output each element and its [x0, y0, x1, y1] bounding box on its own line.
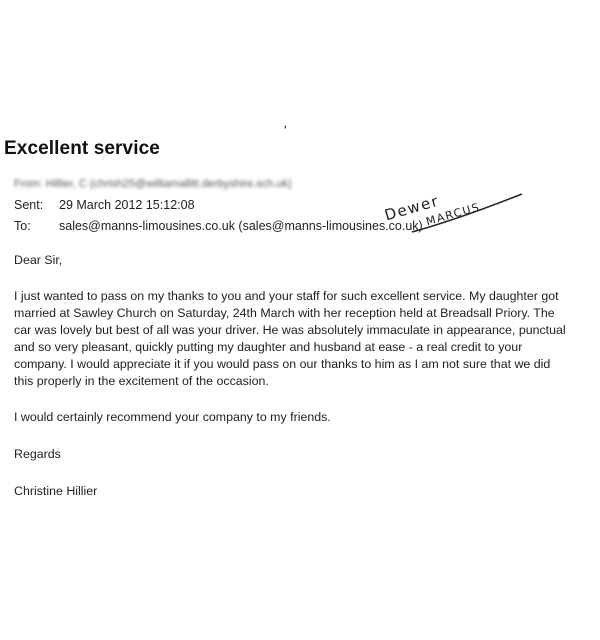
letter-closing: Regards	[14, 447, 61, 461]
letter-signature: Christine Hillier	[14, 484, 98, 498]
paragraph-line: and so very pleasant, quickly putting my daughter and husband at ease - a real credit to your	[14, 340, 523, 354]
paragraph-line: company. I would appreciate it if you would pass on our thanks to him as I am not sure that we did	[14, 357, 551, 371]
paragraph-line: this properly in the excitement of the occasion.	[14, 374, 269, 388]
stray-ink-mark: '	[284, 122, 287, 138]
letter-paragraph-2: I would certainly recommend your company to my friends.	[14, 410, 331, 424]
header-to-row	[14, 219, 423, 233]
paragraph-line: car was lovely but best of all was your driver. He was absolutely immaculate in appearance, punctual	[14, 323, 566, 337]
header-from-redacted	[14, 178, 292, 190]
header-to-label: To:	[14, 219, 31, 233]
paragraph-line: married at Sawley Church on Saturday, 24th March with her reception held at Breadsall Priory. The	[14, 306, 555, 320]
handwritten-line-1: Dewer	[382, 191, 442, 225]
header-from-value: Hillier, C (chrish25@williamallitt.derbyshire.sch.uk)	[45, 178, 292, 190]
email-subject-title: Excellent service	[4, 138, 160, 159]
header-sent-label: Sent:	[14, 198, 44, 212]
letter-greeting: Dear Sir,	[14, 253, 63, 267]
letter-paragraph-1	[14, 288, 600, 390]
header-sent-row	[14, 198, 195, 212]
handwritten-annotation	[376, 168, 526, 238]
header-from-label: From:	[14, 178, 43, 190]
header-to-value: sales@manns-limousines.co.uk (sales@manns-limousines.co.uk)	[59, 219, 423, 233]
handwritten-line-2: MARCUS	[424, 200, 482, 229]
paragraph-line: I just wanted to pass on my thanks to you and your staff for such excellent service. My daughter got	[14, 289, 559, 303]
header-from-row	[14, 176, 292, 190]
header-sent-value: 29 March 2012 15:12:08	[59, 198, 195, 212]
